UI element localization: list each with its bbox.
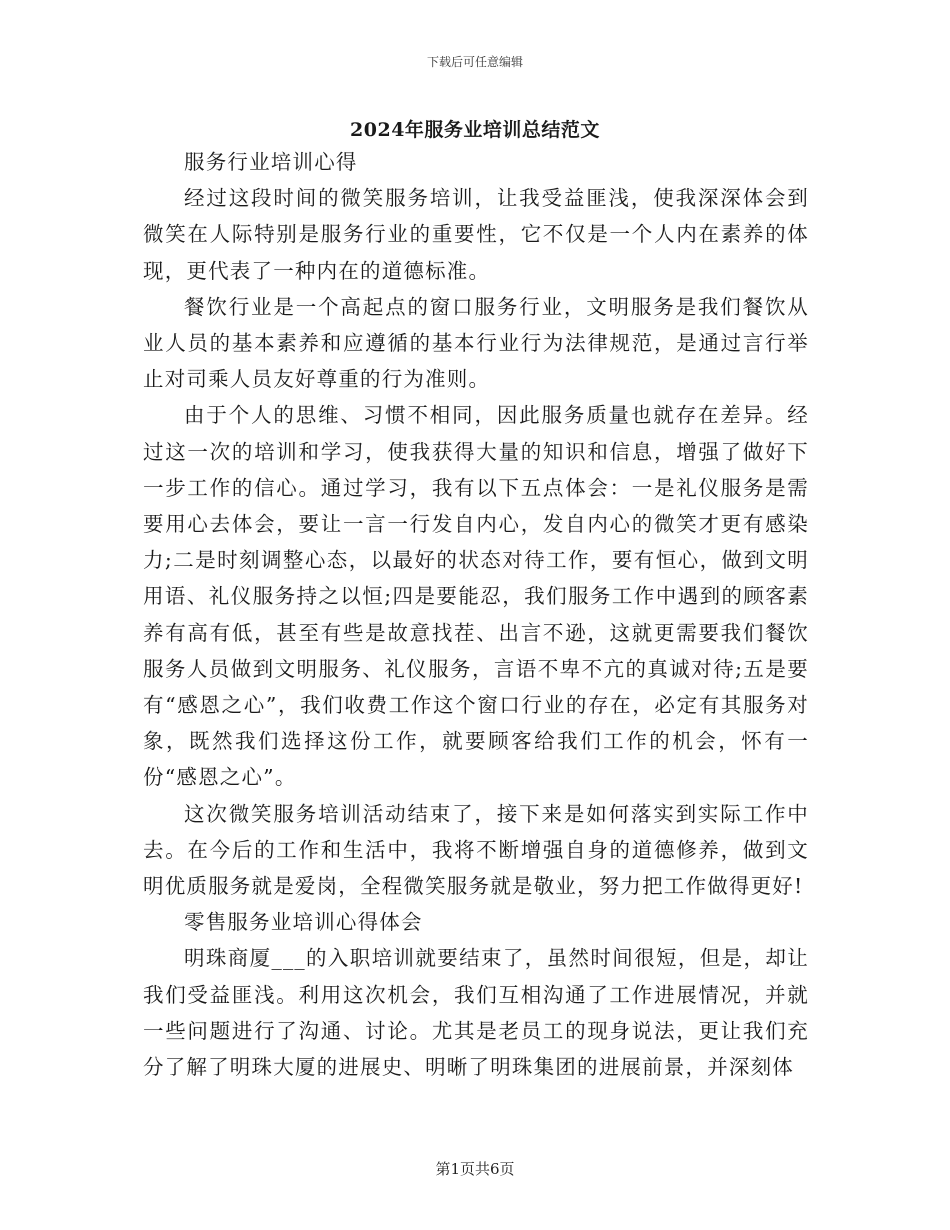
page-footer: 第1页共6页 xyxy=(435,1160,515,1178)
section-heading-service-industry: 服务行业培训心得 xyxy=(184,150,358,174)
paragraph: 由于个人的思维、习惯不相同，因此服务质量也就存在差异。经过这一次的培训和学习，使我获得大量的知识和信息，增强了做好下一步工作的信心。通过学习，我有以下五点体会：一是礼仪服务是需要用心去体会，要让一言一行发自内心，发自内心的微笑才更有感染力;二是时刻调整心态，以最好的状态对待工作，要有恒心，做到文明用语、礼仪服务持之以恒;四是要能忍，我们服务工作中遇到的顾客素养有高有低，甚至有些是故意找茬、出言不逊，这就更需要我们餐饮服务人员做到文明服务、礼仪服务，言语不卑不亢的真诚对待;五是要有“感恩之心”，我们收费工作这个窗口行业的存在，必定有其服务对象，既然我们选择这份工作，就要顾客给我们工作的机会，怀有一份“感恩之心”。 xyxy=(143,403,809,790)
paragraph: 明珠商厦___的入职培训就要结束了，虽然时间很短，但是，却让我们受益匪浅。利用这次机会，我们互相沟通了工作进展情况，并就一些问题进行了沟通、讨论。尤其是老员工的现身说法，更让我们充分了解了明珠大厦的进展史、明晰了明珠集团的进展前景，并深刻体 xyxy=(143,946,809,1080)
paragraph: 这次微笑服务培训活动结束了，接下来是如何落实到实际工作中去。在今后的工作和生活中，我将不断增强自身的道德修养，做到文明优质服务就是爱岗，全程微笑服务就是敬业，努力把工作做得更好! xyxy=(143,801,809,899)
paragraph: 餐饮行业是一个高起点的窗口服务行业，文明服务是我们餐饮从业人员的基本素养和应遵循的基本行业行为法律规范，是通过言行举止对司乘人员友好尊重的行为准则。 xyxy=(143,294,809,392)
header-note: 下载后可任意编辑 xyxy=(426,55,523,69)
paragraph: 经过这段时间的微笑服务培训，让我受益匪浅，使我深深体会到微笑在人际特别是服务行业的重要性，它不仅是一个人内在素养的体现，更代表了一种内在的道德标准。 xyxy=(143,186,809,283)
section-heading-retail-service: 零售服务业培训心得体会 xyxy=(184,910,423,935)
document-title: 2024年服务业培训总结范文 xyxy=(350,119,600,141)
document-body xyxy=(143,144,809,1085)
